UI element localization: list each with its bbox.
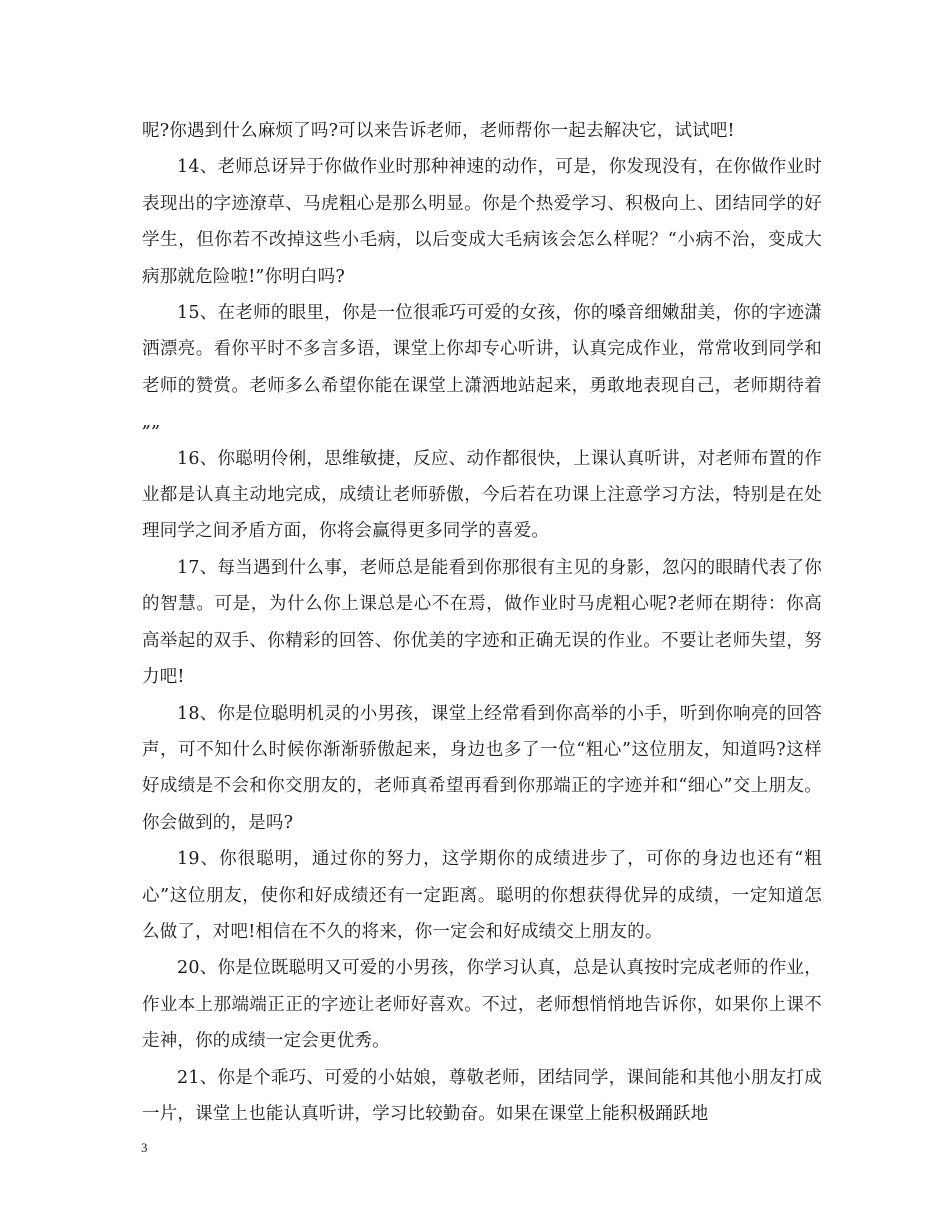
document-body: [142, 113, 822, 1132]
page-number: 3: [141, 1140, 148, 1155]
paragraph-item-14: 14、老师总讶异于你做作业时那种神速的动作，可是，你发现没有，在你做作业时表现出的字迹潦草、马虎粗心是那么明显。你是个热爱学习、积极向上、团结同学的好学生，但你若不改掉这些小毛病，以后变成大毛病该会怎么样呢？“小病不治，变成大病那就危险啦!”你明白吗?: [142, 157, 822, 287]
paragraph-continuation: 呢?你遇到什么麻烦了吗?可以来告诉老师，老师帮你一起去解决它，试试吧!: [142, 121, 735, 141]
paragraph-item-17: 17、每当遇到什么事，老师总是能看到你那很有主见的身影，忽闪的眼睛代表了你的智慧。可是，为什么你上课总是心不在焉，做作业时马虎粗心呢?老师在期待：你高高举起的双手、你精彩的回答、你优美的字迹和正确无误的作业。不要让老师失望，努力吧!: [142, 557, 822, 688]
paragraph-item-16: 16、你聪明伶俐，思维敏捷，反应、动作都很快，上课认真听讲，对老师布置的作业都是认真主动地完成，成绩让老师骄傲，今后若在功课上注意学习方法，特别是在处理同学之间矛盾方面，你将会赢得更多同学的喜爱。: [142, 448, 822, 542]
paragraph-item-15: 15、在老师的眼里，你是一位很乖巧可爱的女孩，你的嗓音细嫩甜美，你的字迹潇洒漂亮。看你平时不多言多语，课堂上你却专心听讲，认真完成作业，常常收到同学和老师的赞赏。老师多么希望你能在课堂上潇洒地站起来，勇敢地表现自己，老师期待着„„: [142, 303, 822, 433]
paragraph-item-20: 20、你是位既聪明又可爱的小男孩，你学习认真，总是认真按时完成老师的作业，作业本上那端端正正的字迹让老师好喜欢。不过，老师想悄悄地告诉你，如果你上课不走神，你的成绩一定会更优秀。: [142, 958, 822, 1052]
paragraph-item-21: 21、你是个乖巧、可爱的小姑娘，尊敬老师，团结同学，课间能和其他小朋友打成一片，课堂上也能认真听讲，学习比较勤奋。如果在课堂上能积极踊跃地: [142, 1067, 822, 1124]
paragraph-item-18: 18、你是位聪明机灵的小男孩，课堂上经常看到你高举的小手，听到你响亮的回答声，可不知什么时候你渐渐骄傲起来，身边也多了一位“粗心”这位朋友，知道吗?这样好成绩是不会和你交朋友的，老师真希望再看到你那端正的字迹并和“细心”交上朋友。你会做到的，是吗?: [142, 703, 822, 833]
paragraph-item-19: 19、你很聪明，通过你的努力，这学期你的成绩进步了，可你的身边也还有“粗心”这位朋友，使你和好成绩还有一定距离。聪明的你想获得优异的成绩，一定知道怎么做了，对吧!相信在不久的将来，你一定会和好成绩交上朋友的。: [142, 849, 822, 942]
